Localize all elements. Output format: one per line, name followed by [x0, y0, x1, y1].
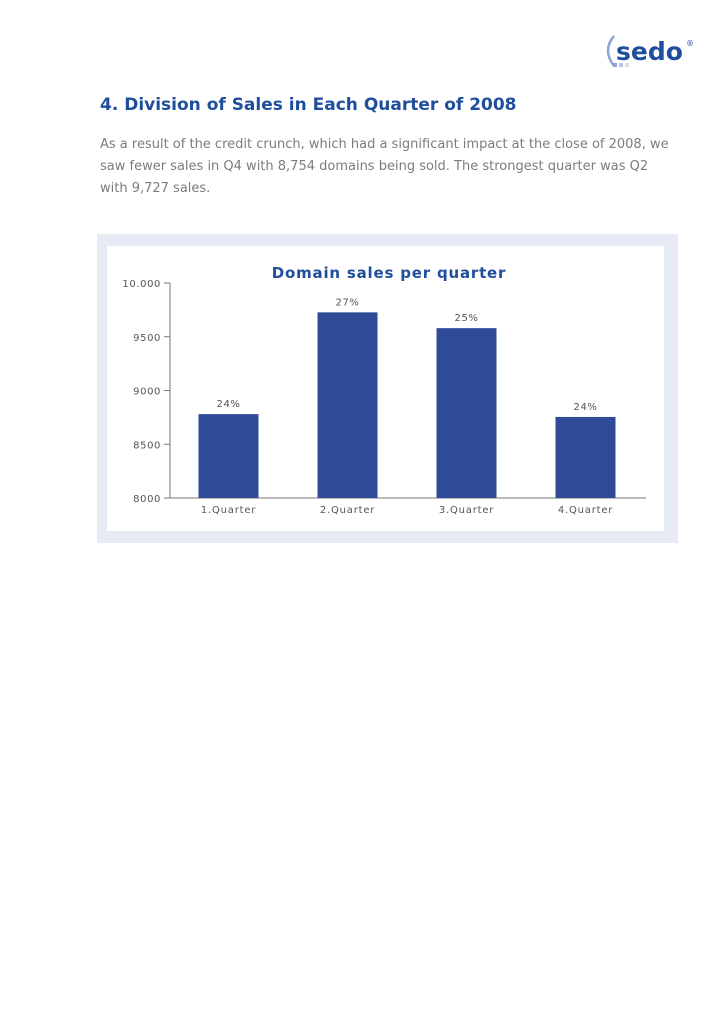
chart-title: Domain sales per quarter: [271, 264, 507, 282]
y-tick-label: 9000: [133, 386, 161, 398]
y-tick-label: 9500: [133, 332, 161, 344]
category-label: 3.Quarter: [438, 505, 495, 516]
section-heading: 4. Division of Sales in Each Quarter of 2008: [100, 95, 517, 115]
bar: [199, 414, 259, 498]
category-label: 2.Quarter: [319, 505, 376, 516]
data-label: 24%: [216, 399, 241, 411]
category-label: 1.Quarter: [200, 505, 257, 516]
data-label: 27%: [335, 297, 360, 309]
data-label: 24%: [573, 401, 598, 413]
y-tick-label: 8000: [133, 494, 161, 505]
body-paragraph: As a result of the credit crunch, which had a significant impact at the close of 2008, we saw fewer sales in Q4 with 8,754 domains being sold. The strongest quarter was Q2 with 9,727 sales.: [100, 137, 669, 196]
bar: [556, 417, 616, 498]
bar: [437, 328, 497, 498]
y-tick-label: 10.000: [122, 279, 161, 290]
registered-mark: ®: [686, 39, 694, 48]
bar: [318, 312, 378, 498]
data-label: 25%: [454, 313, 479, 325]
y-tick-label: 8500: [133, 440, 161, 452]
logo-wordmark: sedo: [616, 37, 683, 66]
category-label: 4.Quarter: [557, 505, 614, 516]
